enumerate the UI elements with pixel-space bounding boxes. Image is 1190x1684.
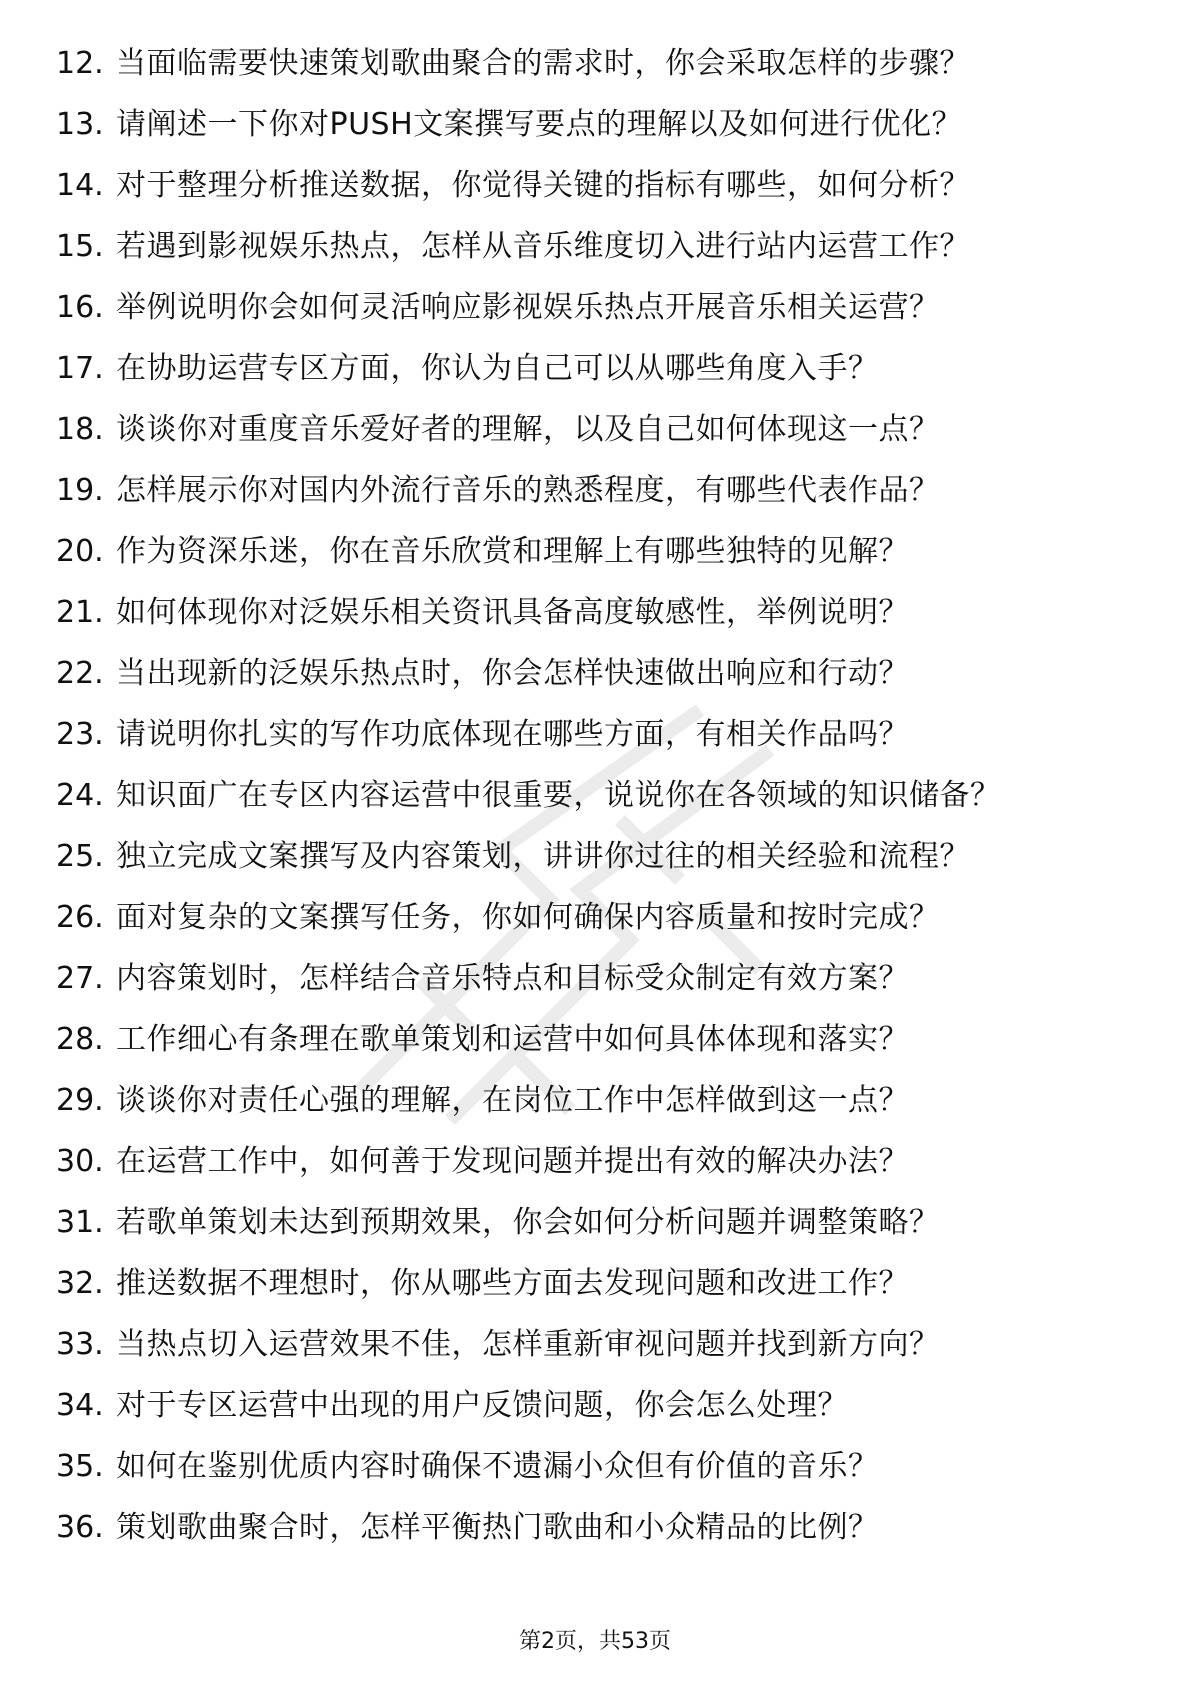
question-number: 27. (56, 961, 104, 996)
question-text: 若歌单策划未达到预期效果，你会如何分析问题并调整策略？ (116, 1205, 940, 1240)
question-item (0, 777, 1190, 814)
question-text: 推送数据不理想时，你从哪些方面去发现问题和改进工作？ (116, 1266, 909, 1301)
question-item (0, 594, 1190, 631)
question-text: 在协助运营专区方面，你认为自己可以从哪些角度入手？ (116, 351, 879, 386)
question-item (0, 350, 1190, 387)
question-item (0, 838, 1190, 875)
question-text: 如何体现你对泛娱乐相关资讯具备高度敏感性，举例说明？ (116, 595, 909, 630)
question-item (0, 1082, 1190, 1119)
question-item (0, 899, 1190, 936)
question-item (0, 45, 1190, 82)
question-number: 29. (56, 1083, 104, 1118)
question-number: 32. (56, 1266, 104, 1301)
question-number: 16. (56, 290, 104, 325)
question-text: 作为资深乐迷，你在音乐欣赏和理解上有哪些独特的见解？ (116, 534, 909, 569)
question-item (0, 1143, 1190, 1180)
question-number: 30. (56, 1144, 104, 1179)
question-number: 31. (56, 1205, 104, 1240)
question-text: 当面临需要快速策划歌曲聚合的需求时，你会采取怎样的步骤？ (116, 46, 970, 81)
question-item (0, 960, 1190, 997)
question-number: 23. (56, 717, 104, 752)
question-item (0, 533, 1190, 570)
question-item (0, 716, 1190, 753)
question-number: 14. (56, 168, 104, 203)
question-number: 12. (56, 46, 104, 81)
question-text: 若遇到影视娱乐热点，怎样从音乐维度切入进行站内运营工作？ (116, 229, 970, 264)
question-text: 谈谈你对责任心强的理解，在岗位工作中怎样做到这一点？ (116, 1083, 909, 1118)
question-text: 请阐述一下你对PUSH文案撰写要点的理解以及如何进行优化？ (116, 107, 963, 142)
question-text: 谈谈你对重度音乐爱好者的理解，以及自己如何体现这一点？ (116, 412, 940, 447)
question-item (0, 1509, 1190, 1546)
question-number: 35. (56, 1449, 104, 1484)
question-item (0, 106, 1190, 143)
question-number: 24. (56, 778, 104, 813)
question-number: 36. (56, 1510, 104, 1545)
question-item (0, 411, 1190, 448)
question-item (0, 1265, 1190, 1302)
question-number: 20. (56, 534, 104, 569)
question-text: 请说明你扎实的写作功底体现在哪些方面，有相关作品吗？ (116, 717, 909, 752)
question-text: 独立完成文案撰写及内容策划，讲讲你过往的相关经验和流程？ (116, 839, 970, 874)
question-item (0, 1021, 1190, 1058)
question-number: 26. (56, 900, 104, 935)
question-item (0, 167, 1190, 204)
question-item (0, 1204, 1190, 1241)
question-item (0, 228, 1190, 265)
question-number: 21. (56, 595, 104, 630)
question-item (0, 1387, 1190, 1424)
question-text: 知识面广在专区内容运营中很重要，说说你在各领域的知识储备？ (116, 778, 1001, 813)
question-text: 面对复杂的文案撰写任务，你如何确保内容质量和按时完成？ (116, 900, 940, 935)
question-text: 如何在鉴别优质内容时确保不遗漏小众但有价值的音乐？ (116, 1449, 879, 1484)
question-text: 当热点切入运营效果不佳，怎样重新审视问题并找到新方向？ (116, 1327, 940, 1362)
page-number-footer: 第2页，共53页 (519, 1629, 671, 1654)
question-number: 17. (56, 351, 104, 386)
question-number: 33. (56, 1327, 104, 1362)
question-text: 对于专区运营中出现的用户反馈问题，你会怎么处理？ (116, 1388, 848, 1423)
question-list (0, 45, 1190, 1570)
question-number: 25. (56, 839, 104, 874)
question-number: 19. (56, 473, 104, 508)
question-text: 举例说明你会如何灵活响应影视娱乐热点开展音乐相关运营？ (116, 290, 940, 325)
question-number: 28. (56, 1022, 104, 1057)
question-text: 内容策划时，怎样结合音乐特点和目标受众制定有效方案？ (116, 961, 909, 996)
question-text: 策划歌曲聚合时，怎样平衡热门歌曲和小众精品的比例？ (116, 1510, 879, 1545)
question-text: 工作细心有条理在歌单策划和运营中如何具体体现和落实？ (116, 1022, 909, 1057)
question-item (0, 655, 1190, 692)
question-text: 当出现新的泛娱乐热点时，你会怎样快速做出响应和行动？ (116, 656, 909, 691)
question-item (0, 1326, 1190, 1363)
question-item (0, 1448, 1190, 1485)
question-number: 13. (56, 107, 104, 142)
question-text: 对于整理分析推送数据，你觉得关键的指标有哪些，如何分析？ (116, 168, 970, 203)
question-text: 在运营工作中，如何善于发现问题并提出有效的解决办法？ (116, 1144, 909, 1179)
question-number: 15. (56, 229, 104, 264)
question-item (0, 472, 1190, 509)
question-text: 怎样展示你对国内外流行音乐的熟悉程度，有哪些代表作品？ (116, 473, 940, 508)
question-item (0, 289, 1190, 326)
question-number: 18. (56, 412, 104, 447)
question-number: 22. (56, 656, 104, 691)
question-number: 34. (56, 1388, 104, 1423)
